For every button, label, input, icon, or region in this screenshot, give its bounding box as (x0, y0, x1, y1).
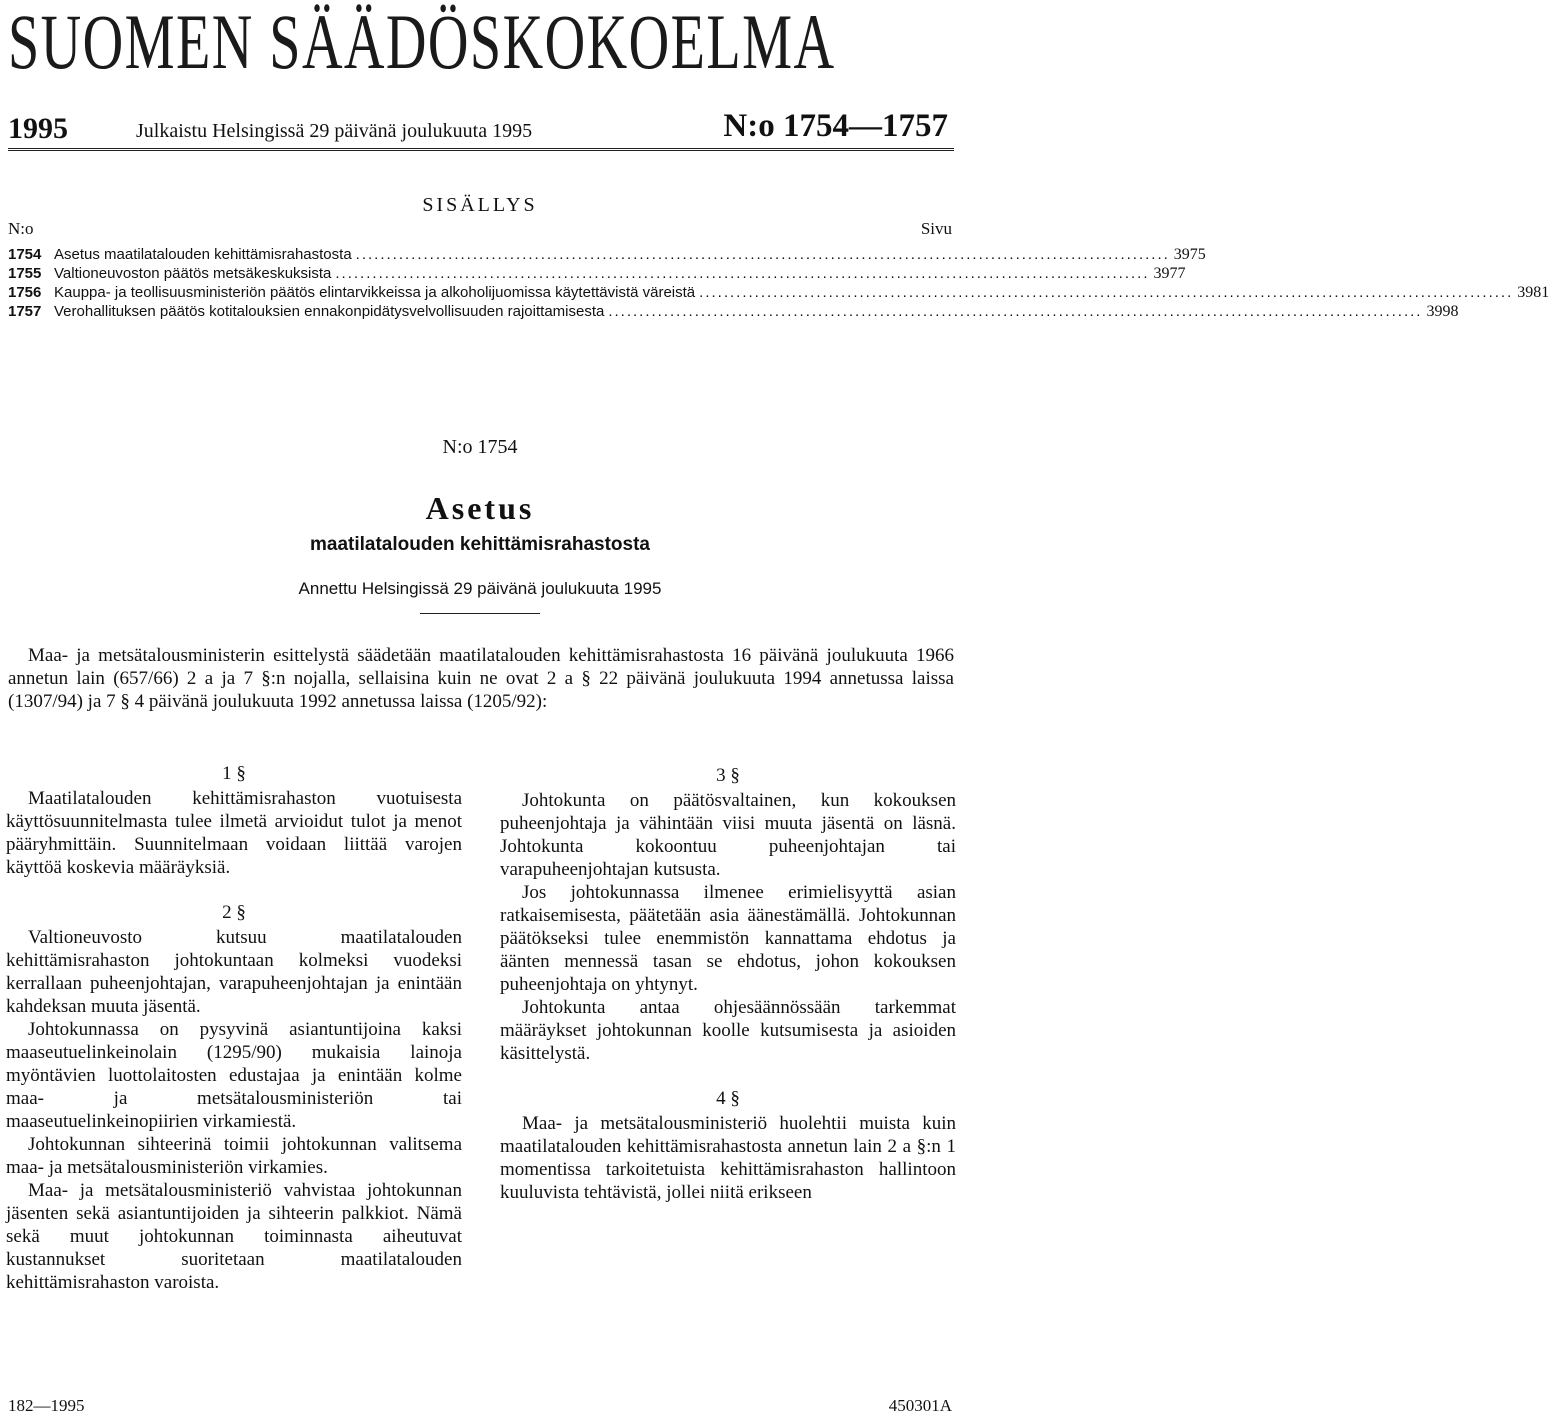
contents-item-number: 1755 (8, 265, 42, 282)
publication-date: Julkaistu Helsingissä 29 päivänä joulukuuta 1995 (136, 120, 533, 142)
issue-numbers: N:o 1754—1757 (723, 108, 948, 144)
section-paragraph: Johtokunta antaa ohjesäännössään tarkemmat määräykset johtokunnan koolle kutsumisesta ja asioiden käsittelystä. (500, 997, 956, 1064)
act-given-date: Annettu Helsingissä 29 päivänä joulukuuta 1995 (298, 579, 662, 598)
leader-dots: .................................................................................................................................... (608, 303, 1423, 320)
contents-item-number: 1754 (8, 246, 42, 263)
act-preamble: Maa- ja metsätalousministerin esittelystä säädetään maatilatalouden kehittämisrahastosta 16 päivänä joulukuuta 1966 annetun lain (657/66) 2 a ja 7 §:n nojalla, sellaisina kuin ne ovat 2 a § 22 päivänä joulukuuta 1994 annetussa laissa (1307/94) ja 7 § 4 päivänä joulukuuta 1992 annetussa laissa (1205/92): (8, 645, 954, 712)
footer-right-code: 450301A (888, 1396, 952, 1415)
contents-item-page: 3998 (1426, 303, 1459, 320)
contents-item-title: Kauppa- ja teollisuusministeriön päätös elintarvikkeissa ja alkoholijuomissa käytettävistä väreistä (54, 284, 696, 301)
text-column-right (500, 762, 956, 1204)
section-paragraph: Johtokunta on päätösvaltainen, kun kokouksen puheenjohtaja ja vähintään viisi muuta jäsentä on läsnä. Johtokunta kokoontuu puheenjohtajan tai varapuheenjohtajan kutsusta. (500, 790, 956, 880)
contents-item-page: 3977 (1153, 265, 1186, 282)
issue-year: 1995 (8, 112, 68, 145)
section-heading: 3 § (716, 765, 740, 786)
divider (420, 613, 540, 614)
leader-dots: .................................................................................................................................... (335, 265, 1150, 282)
section-paragraph: Johtokunnan sihteerinä toimii johtokunnan valitsema maa- ja metsätalousministeriön virkamies. (6, 1134, 462, 1178)
contents-item-number: 1756 (8, 284, 42, 301)
section-heading: 2 § (222, 902, 246, 923)
contents-item-number: 1757 (8, 303, 42, 320)
section-paragraph: Johtokunnassa on pysyvinä asiantuntijoina kaksi maaseutuelinkeinolain (1295/90) mukaisia lainoja myöntävien luottolaitosten edustajaa ja enintään kolme maa- ja metsätalousministeriön tai maaseutuelinkeinopiirien virkamiestä. (6, 1019, 462, 1132)
contents-column-no: N:o (8, 219, 34, 238)
contents-item[interactable] (8, 264, 1186, 284)
footer-left-code: 182—1995 (8, 1396, 85, 1415)
section-paragraph: Maatilatalouden kehittämisrahaston vuotuisesta käyttösuunnitelmasta tulee ilmetä arvioidut tulot ja menot pääryhmittäin. Suunnitelmaan voidaan liittää varojen käyttöä koskevia määräyksiä. (6, 788, 462, 878)
act-subject: maatilatalouden kehittämisrahastosta (310, 534, 650, 555)
contents-item[interactable] (8, 245, 1206, 265)
section-paragraph: Maa- ja metsätalousministeriö vahvistaa johtokunnan jäsenten sekä asiantuntijoiden ja sihteerin palkkiot. Nämä sekä muut johtokunnan toiminnasta aiheutuvat kustannukset suoritetaan maatilatalouden kehittämisrahaston varoista. (6, 1180, 462, 1293)
issue-header (8, 108, 954, 151)
contents-item-title: Valtioneuvoston päätös metsäkeskuksista (54, 265, 332, 282)
act-type: Asetus (425, 490, 535, 526)
act-number: N:o 1754 (442, 436, 518, 458)
section-paragraph: Maa- ja metsätalousministeriö huolehtii muista kuin maatilatalouden kehittämisrahastosta annetun lain 2 a §:n 1 momentissa tarkoitetuista kehittämisrahaston hallintoon kuuluvista tehtävistä, jollei niitä erikseen (500, 1113, 956, 1203)
contents-item-page: 3975 (1173, 246, 1206, 263)
section-heading: 1 § (222, 763, 246, 784)
section-heading: 4 § (716, 1088, 740, 1109)
contents-item[interactable] (8, 283, 1549, 303)
contents-column-page: Sivu (920, 219, 952, 238)
contents-item[interactable] (8, 302, 1459, 322)
contents-item-title: Asetus maatilatalouden kehittämisrahastosta (54, 246, 352, 263)
masthead-title: SUOMEN SÄÄDÖSKOKOELMA (8, 0, 836, 85)
text-column-left (6, 762, 462, 1294)
leader-dots: .................................................................................................................................... (355, 246, 1170, 263)
contents-title: SISÄLLYS (422, 194, 538, 216)
section-paragraph: Jos johtokunnassa ilmenee erimielisyyttä asian ratkaisemisesta, päätetään asia äänestämällä. Johtokunnan päätökseksi tulee enemmistön kannattama ehdotus ja äänten mennessä tasan se ehdotus, johon kokouksen puheenjohtaja on yhtynyt. (500, 882, 956, 995)
section-paragraph: Valtioneuvosto kutsuu maatilatalouden kehittämisrahaston johtokuntaan kolmeksi vuodeksi kerrallaan puheenjohtajan, varapuheenjohtajan ja enintään kahdeksan muuta jäsentä. (6, 927, 462, 1017)
contents-item-title: Verohallituksen päätös kotitalouksien ennakonpidätysvelvollisuuden rajoittamisesta (54, 303, 605, 320)
contents-item-page: 3981 (1517, 284, 1549, 301)
leader-dots: .................................................................................................................................... (699, 284, 1514, 301)
